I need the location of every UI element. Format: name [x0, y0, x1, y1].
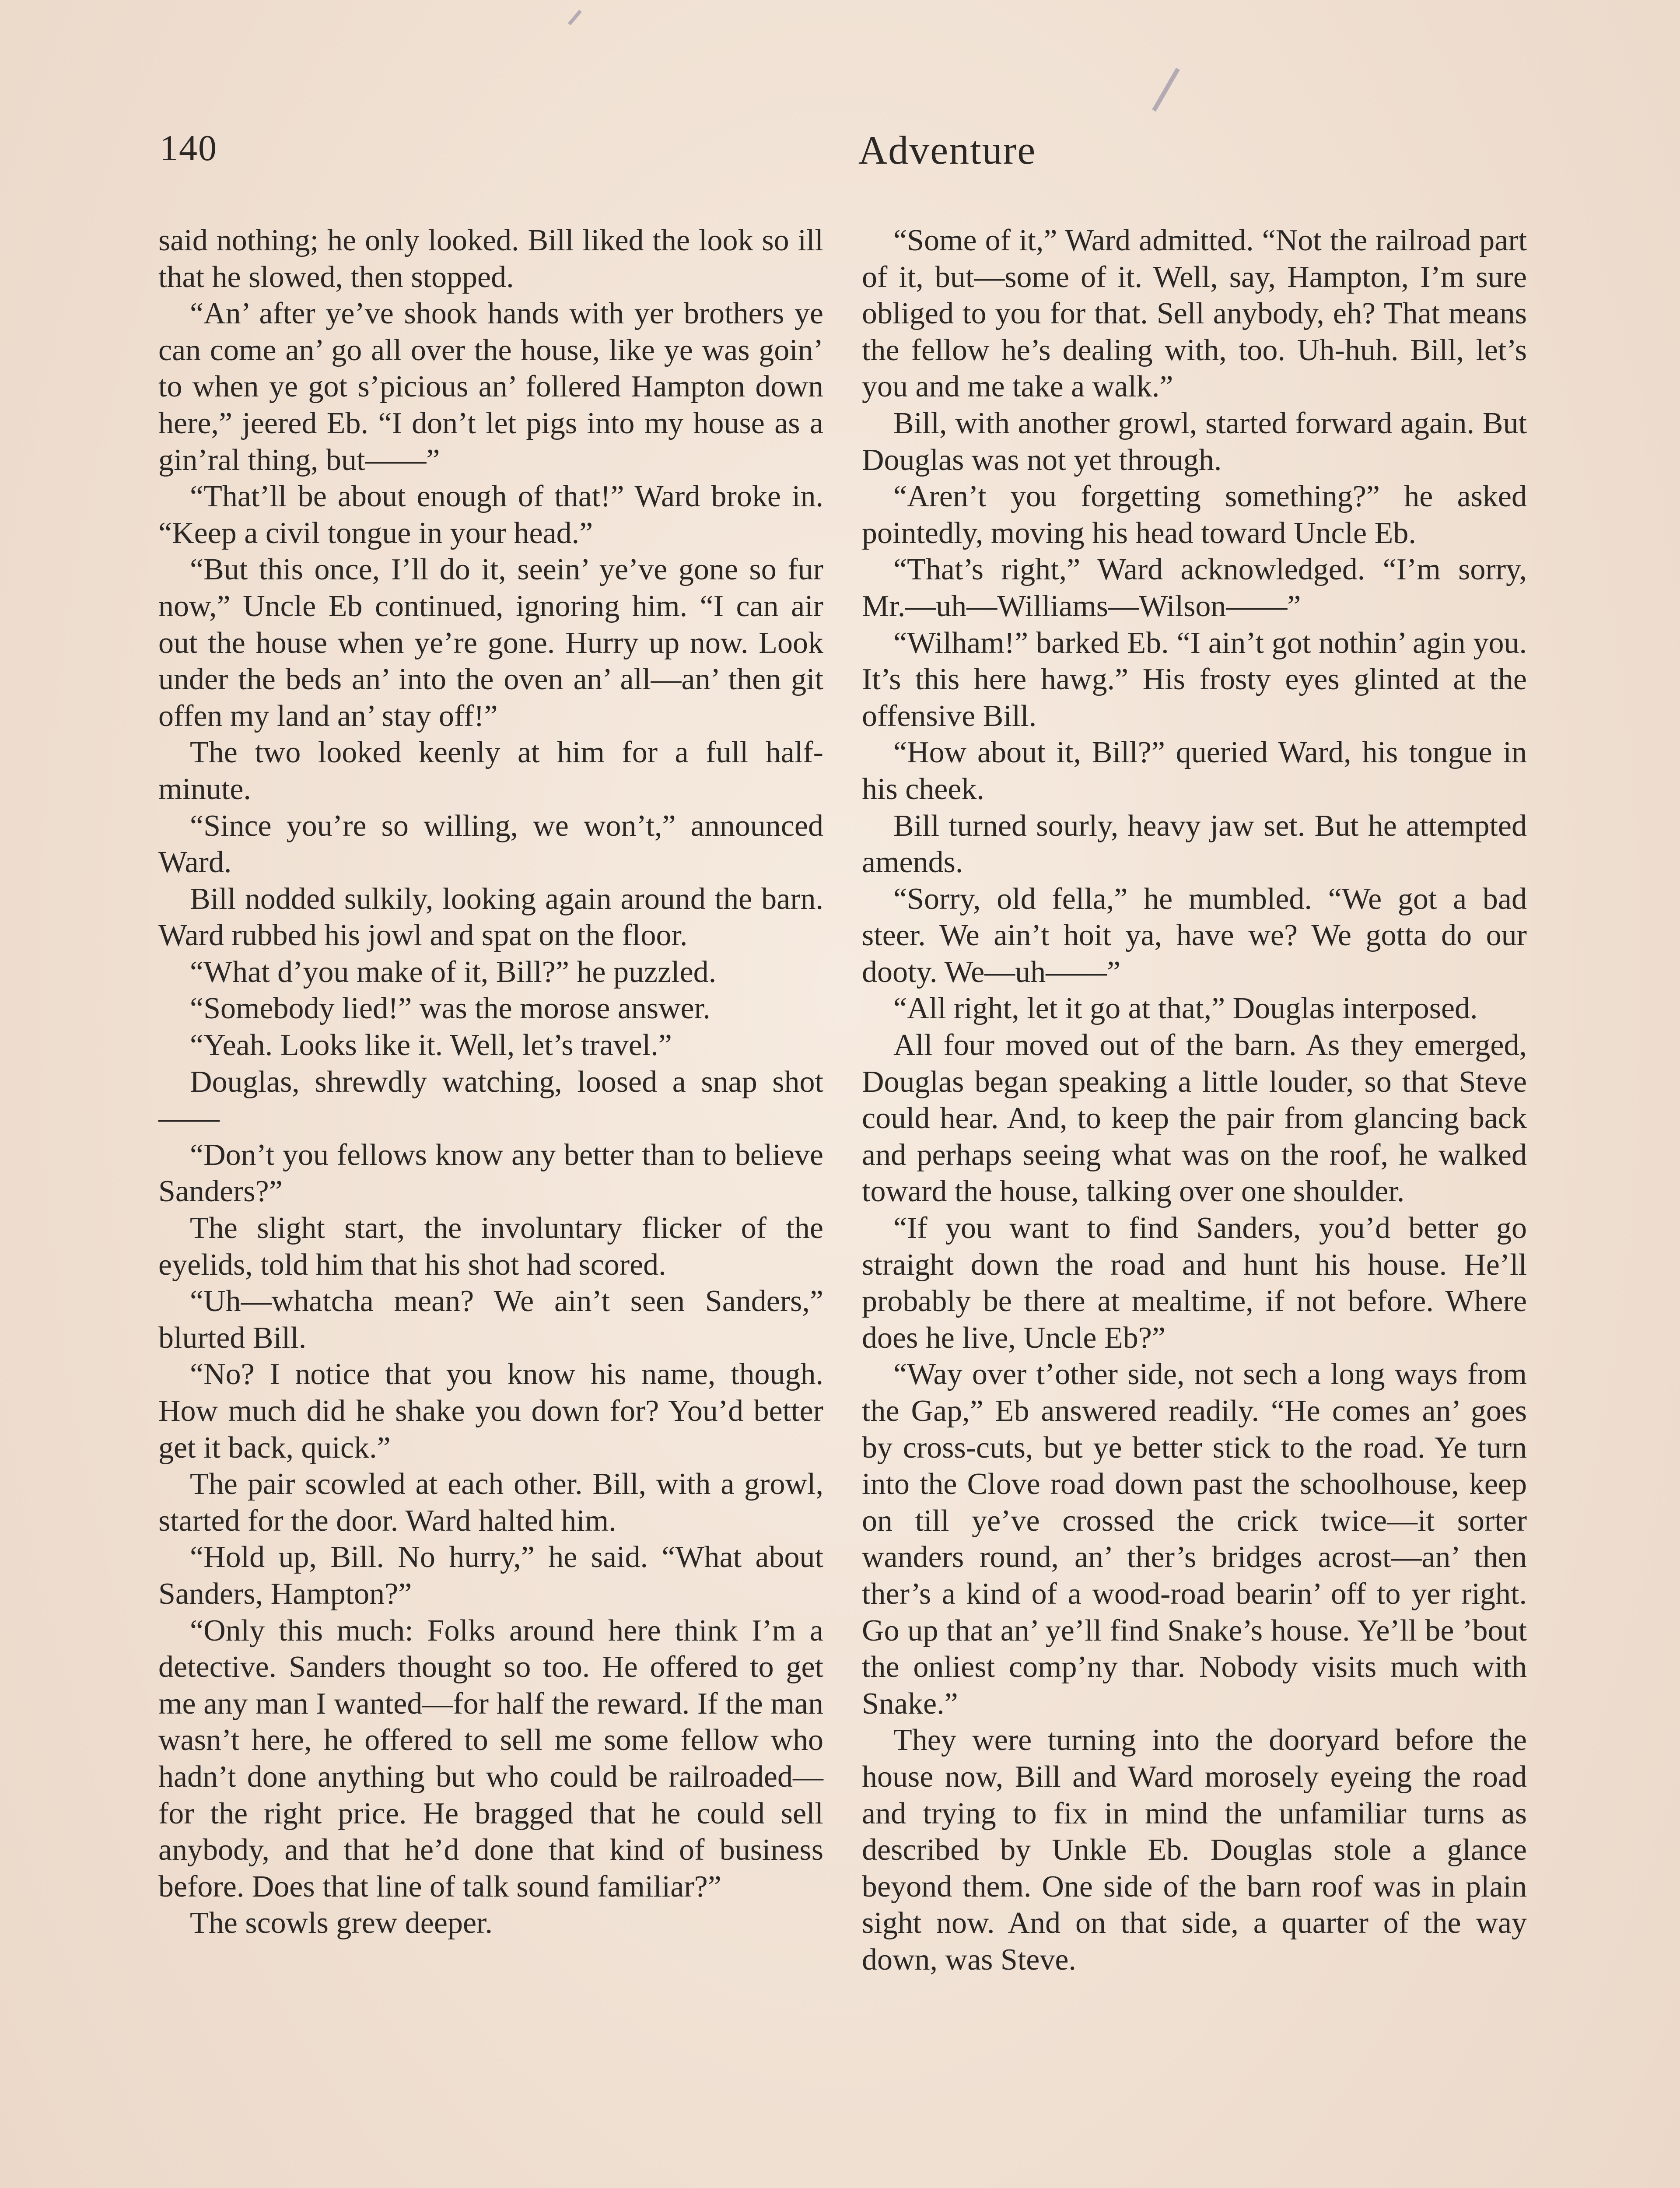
paragraph: “That’s right,” Ward acknowledged. “I’m sorry, Mr.—uh—Williams—Wilson——”: [862, 553, 1527, 623]
paragraph: The slight start, the involuntary flicker of the eyelids, told him that his shot had scored.: [158, 1211, 823, 1282]
text-column-left: [158, 222, 823, 1942]
paragraph: “Since you’re so willing, we won’t,” announced Ward.: [158, 809, 823, 880]
paragraph: “Hold up, Bill. No hurry,” he said. “What about Sanders, Hampton?”: [158, 1540, 823, 1611]
paragraph: “Uh—whatcha mean? We ain’t seen Sanders,” blurted Bill.: [158, 1284, 823, 1355]
paragraph: Bill, with another growl, started forward again. But Douglas was not yet through.: [862, 406, 1527, 477]
paragraph: “Aren’t you forgetting something?” he asked pointedly, moving his head toward Uncle Eb.: [862, 480, 1527, 550]
paragraph: “How about it, Bill?” queried Ward, his tongue in his cheek.: [862, 736, 1527, 806]
paragraph: said nothing; he only looked. Bill liked the look so ill that he slowed, then stopped.: [158, 224, 823, 294]
paragraph: “Somebody lied!” was the morose answer.: [190, 992, 710, 1026]
paragraph: “An’ after ye’ve shook hands with yer brothers ye can come an’ go all over the house, like ye was goin’ to when ye got s’picious an’ follered Hampton down here,” jeered Eb. “I don’t let pigs into my house as a gin’ral thing, but——”: [158, 297, 823, 477]
paragraph: “If you want to find Sanders, you’d better go straight down the road and hunt his house. He’ll probably be there at mealtime, if not before. Where does he live, Uncle Eb?”: [862, 1211, 1527, 1355]
paragraph: “Only this much: Folks around here think I’m a detective. Sanders thought so too. He offered to get me any man I wanted—for half the reward. If the man wasn’t here, he offered to sell me some fellow who hadn’t done anything but who could be railroaded—for the right price. He bragged that he could sell anybody, and that he’d done that kind of business before. Does that line of talk sound familiar?”: [158, 1613, 823, 1904]
page-header: [160, 127, 1551, 188]
paragraph: “Way over t’other side, not sech a long ways from the Gap,” Eb answered readily. “He comes an’ goes by cross-cuts, but ye better stick to the road. Ye turn into the Clove road down past the schoolhouse, keep on till ye’ve crossed the crick twice—it sorter wanders round, an’ ther’s bridges acrost—an’ then ther’s a kind of a wood-road bearin’ off to yer right. Go up that an’ ye’ll find Snake’s house. Ye’ll be ’bout the onliest comp’ny thar. Nobody visits much with Snake.”: [862, 1357, 1527, 1721]
paragraph: The two looked keenly at him for a full half-minute.: [158, 736, 823, 806]
paragraph: “No? I notice that you know his name, though. How much did he shake you down for? You’d better get it back, quick.”: [158, 1357, 823, 1465]
paragraph: Bill nodded sulkily, looking again around the barn. Ward rubbed his jowl and spat on the floor.: [158, 882, 823, 953]
paragraph: “But this once, I’ll do it, seein’ ye’ve gone so fur now,” Uncle Eb continued, ignoring him. “I can air out the house when ye’re gone. Hurry up now. Look under the beds an’ into the oven an’ all—an’ then git offen my land an’ stay off!”: [158, 553, 823, 733]
paragraph: “Sorry, old fella,” he mumbled. “We got a bad steer. We ain’t hoit ya, have we? We gotta do our dooty. We—uh——”: [862, 882, 1527, 989]
paragraph: All four moved out of the barn. As they emerged, Douglas began speaking a little louder, so that Steve could hear. And, to keep the pair from glancing back and perhaps seeing what was on the roof, he walked toward the house, talking over one shoulder.: [862, 1028, 1527, 1209]
paragraph: Bill turned sourly, heavy jaw set. But he attempted amends.: [862, 809, 1527, 880]
paragraph: They were turning into the dooryard before the house now, Bill and Ward morosely eyeing the road and trying to fix in mind the unfamiliar turns as described by Unkle Eb. Douglas stole a glance beyond them. One side of the barn roof was in plain sight now. And on that side, a quarter of the way down, was Steve.: [862, 1723, 1527, 1977]
running-head: Adventure: [858, 128, 1036, 172]
paragraph: “Some of it,” Ward admitted. “Not the railroad part of it, but—some of it. Well, say, Hampton, I’m sure obliged to you for that. Sell anybody, eh? That means the fellow he’s dealing with, too. Uh-huh. Bill, let’s you and me take a walk.”: [862, 224, 1527, 404]
paragraph: “What d’you make of it, Bill?” he puzzled.: [190, 955, 717, 989]
paragraph: “Wilham!” barked Eb. “I ain’t got nothin’ agin you. It’s this here hawg.” His frosty eyes glinted at the offensive Bill.: [862, 626, 1527, 733]
paragraph: “All right, let it go at that,” Douglas interposed.: [893, 992, 1478, 1026]
paragraph: “Don’t you fellows know any better than to believe Sanders?”: [158, 1138, 823, 1209]
paragraph: “That’ll be about enough of that!” Ward broke in. “Keep a civil tongue in your head.”: [158, 480, 823, 550]
page-number: 140: [160, 128, 217, 168]
paragraph: Douglas, shrewdly watching, loosed a snap shot——: [158, 1065, 823, 1136]
paragraph: The scowls grew deeper.: [190, 1906, 493, 1940]
paragraph: “Yeah. Looks like it. Well, let’s travel.”: [190, 1028, 672, 1062]
paragraph: The pair scowled at each other. Bill, with a growl, started for the door. Ward halted him.: [158, 1467, 823, 1538]
text-column-right: [862, 222, 1527, 1978]
